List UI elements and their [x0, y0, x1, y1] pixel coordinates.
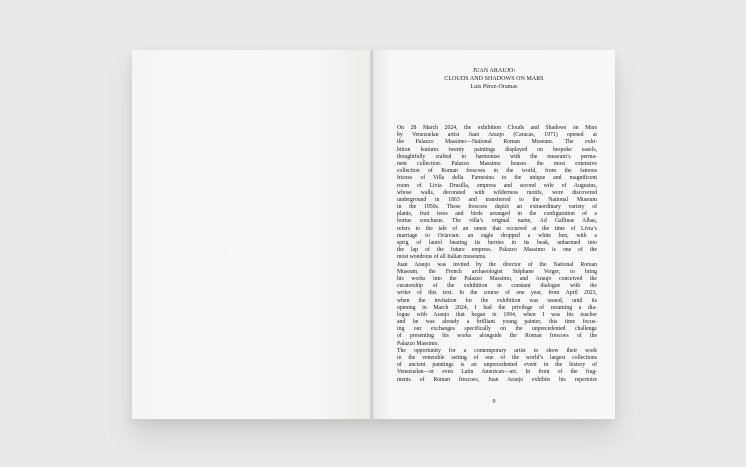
text-line: thoughtfully crafted to harmonise with the museum’s perma-	[397, 153, 597, 160]
text-line: Palazzo Massimo.	[397, 340, 439, 347]
text-line: room of Livia Drusilla, empress and second wife of Augustus,	[397, 182, 597, 189]
text-line: bition features twenty paintings displayed on bespoke easels,	[397, 146, 597, 153]
paragraph-3	[397, 348, 597, 384]
text-line: nent collection. Palazzo Massimo houses the most extensive	[397, 160, 597, 167]
text-line: hortus conclusus. The villa’s original name, Ad Gallinas Albas,	[397, 218, 597, 225]
text-line: plants, fruit trees and birds arranged in the configuration of a	[397, 211, 597, 218]
text-line: friezes of Villa della Farnesina to the unique and magnificent	[397, 175, 597, 182]
text-line: Juan Araujo was invited by the director of the National Roman	[397, 261, 597, 268]
text-line: by Venezuelan artist Juan Araujo (Caracas, 1971) opened at	[397, 132, 597, 139]
paragraph-2	[397, 262, 597, 348]
text-line: the lap of the future empress. Palazzo Massimo is one of the	[397, 247, 597, 254]
text-line: logue with Araujo that began in 1994, when I was his teacher	[397, 311, 597, 318]
text-line: of ancient paintings is an unprecedented event in the history of	[397, 362, 597, 369]
essay-title-line-2: CLOUDS AND SHADOWS ON MARS	[444, 76, 544, 82]
text-line: marriage to Octavian: an eagle dropped a white hen, with a	[397, 232, 597, 239]
text-line: when the invitation for the exhibition was issued, until its	[397, 297, 597, 304]
text-line: ing our exchanges specifically on the unprecedented challenge	[397, 326, 597, 333]
text-line: and he was already a brilliant young painter, this time focus-	[397, 319, 597, 326]
open-book	[132, 50, 615, 419]
text-line: opening in March 2024, I had the privilege of resuming a dia-	[397, 304, 597, 311]
essay-title-line-1: JUAN ARAUJO:	[472, 68, 516, 74]
text-line: ments of Roman frescoes, Juan Araujo exhibits his repertoire	[397, 376, 597, 383]
text-line: collection of Roman frescoes in the world, from the famous	[397, 168, 597, 175]
text-line: in the 1950s. These frescoes depict an extraordinary variety of	[397, 204, 597, 211]
text-line: underground in 1863 and transferred to the National Museum	[397, 196, 597, 203]
author-name: Luis Pérez-Oramas	[470, 84, 518, 90]
page-number: 9	[492, 399, 496, 405]
text-line: in the venerable setting of one of the world’s largest collections	[397, 355, 597, 361]
page-header	[373, 67, 615, 91]
text-line: whose walls, decorated with wilderness motifs, were discovered	[397, 189, 597, 196]
essay-body	[397, 125, 597, 384]
text-line: curatorship of the exhibition in constant dialogue with the	[397, 283, 597, 290]
text-line: sprig of laurel bearing its berries in its beak, unharmed into	[397, 240, 597, 246]
text-line: the Palazzo Massimo—National Roman Museum. The exhi-	[397, 139, 597, 146]
right-text-page	[373, 50, 615, 419]
text-line: The opportunity for a contemporary artist to show their work	[397, 347, 597, 354]
paragraph-1	[397, 125, 597, 262]
text-line: refers to the tale of an omen that occurred at the time of Livia’s	[397, 225, 597, 232]
text-line: Museum, the French archaeologist Stéphane Verger, to bring	[397, 268, 597, 275]
left-blank-page	[132, 50, 371, 419]
text-line: Venezuelan—or even Latin American—art. In front of the frag-	[397, 369, 597, 376]
text-line: On 28 March 2024, the exhibition Clouds and Shadows on Mars	[397, 125, 597, 131]
text-line: writer of this text. In the course of one year, from April 2023,	[397, 290, 597, 297]
text-line: of presenting his works alongside the Roman frescoes of the	[397, 333, 597, 340]
text-line: most wondrous of all Italian museums.	[397, 254, 487, 261]
text-line: his works into the Palazzo Massimo, and Araujo conceived the	[397, 275, 597, 282]
